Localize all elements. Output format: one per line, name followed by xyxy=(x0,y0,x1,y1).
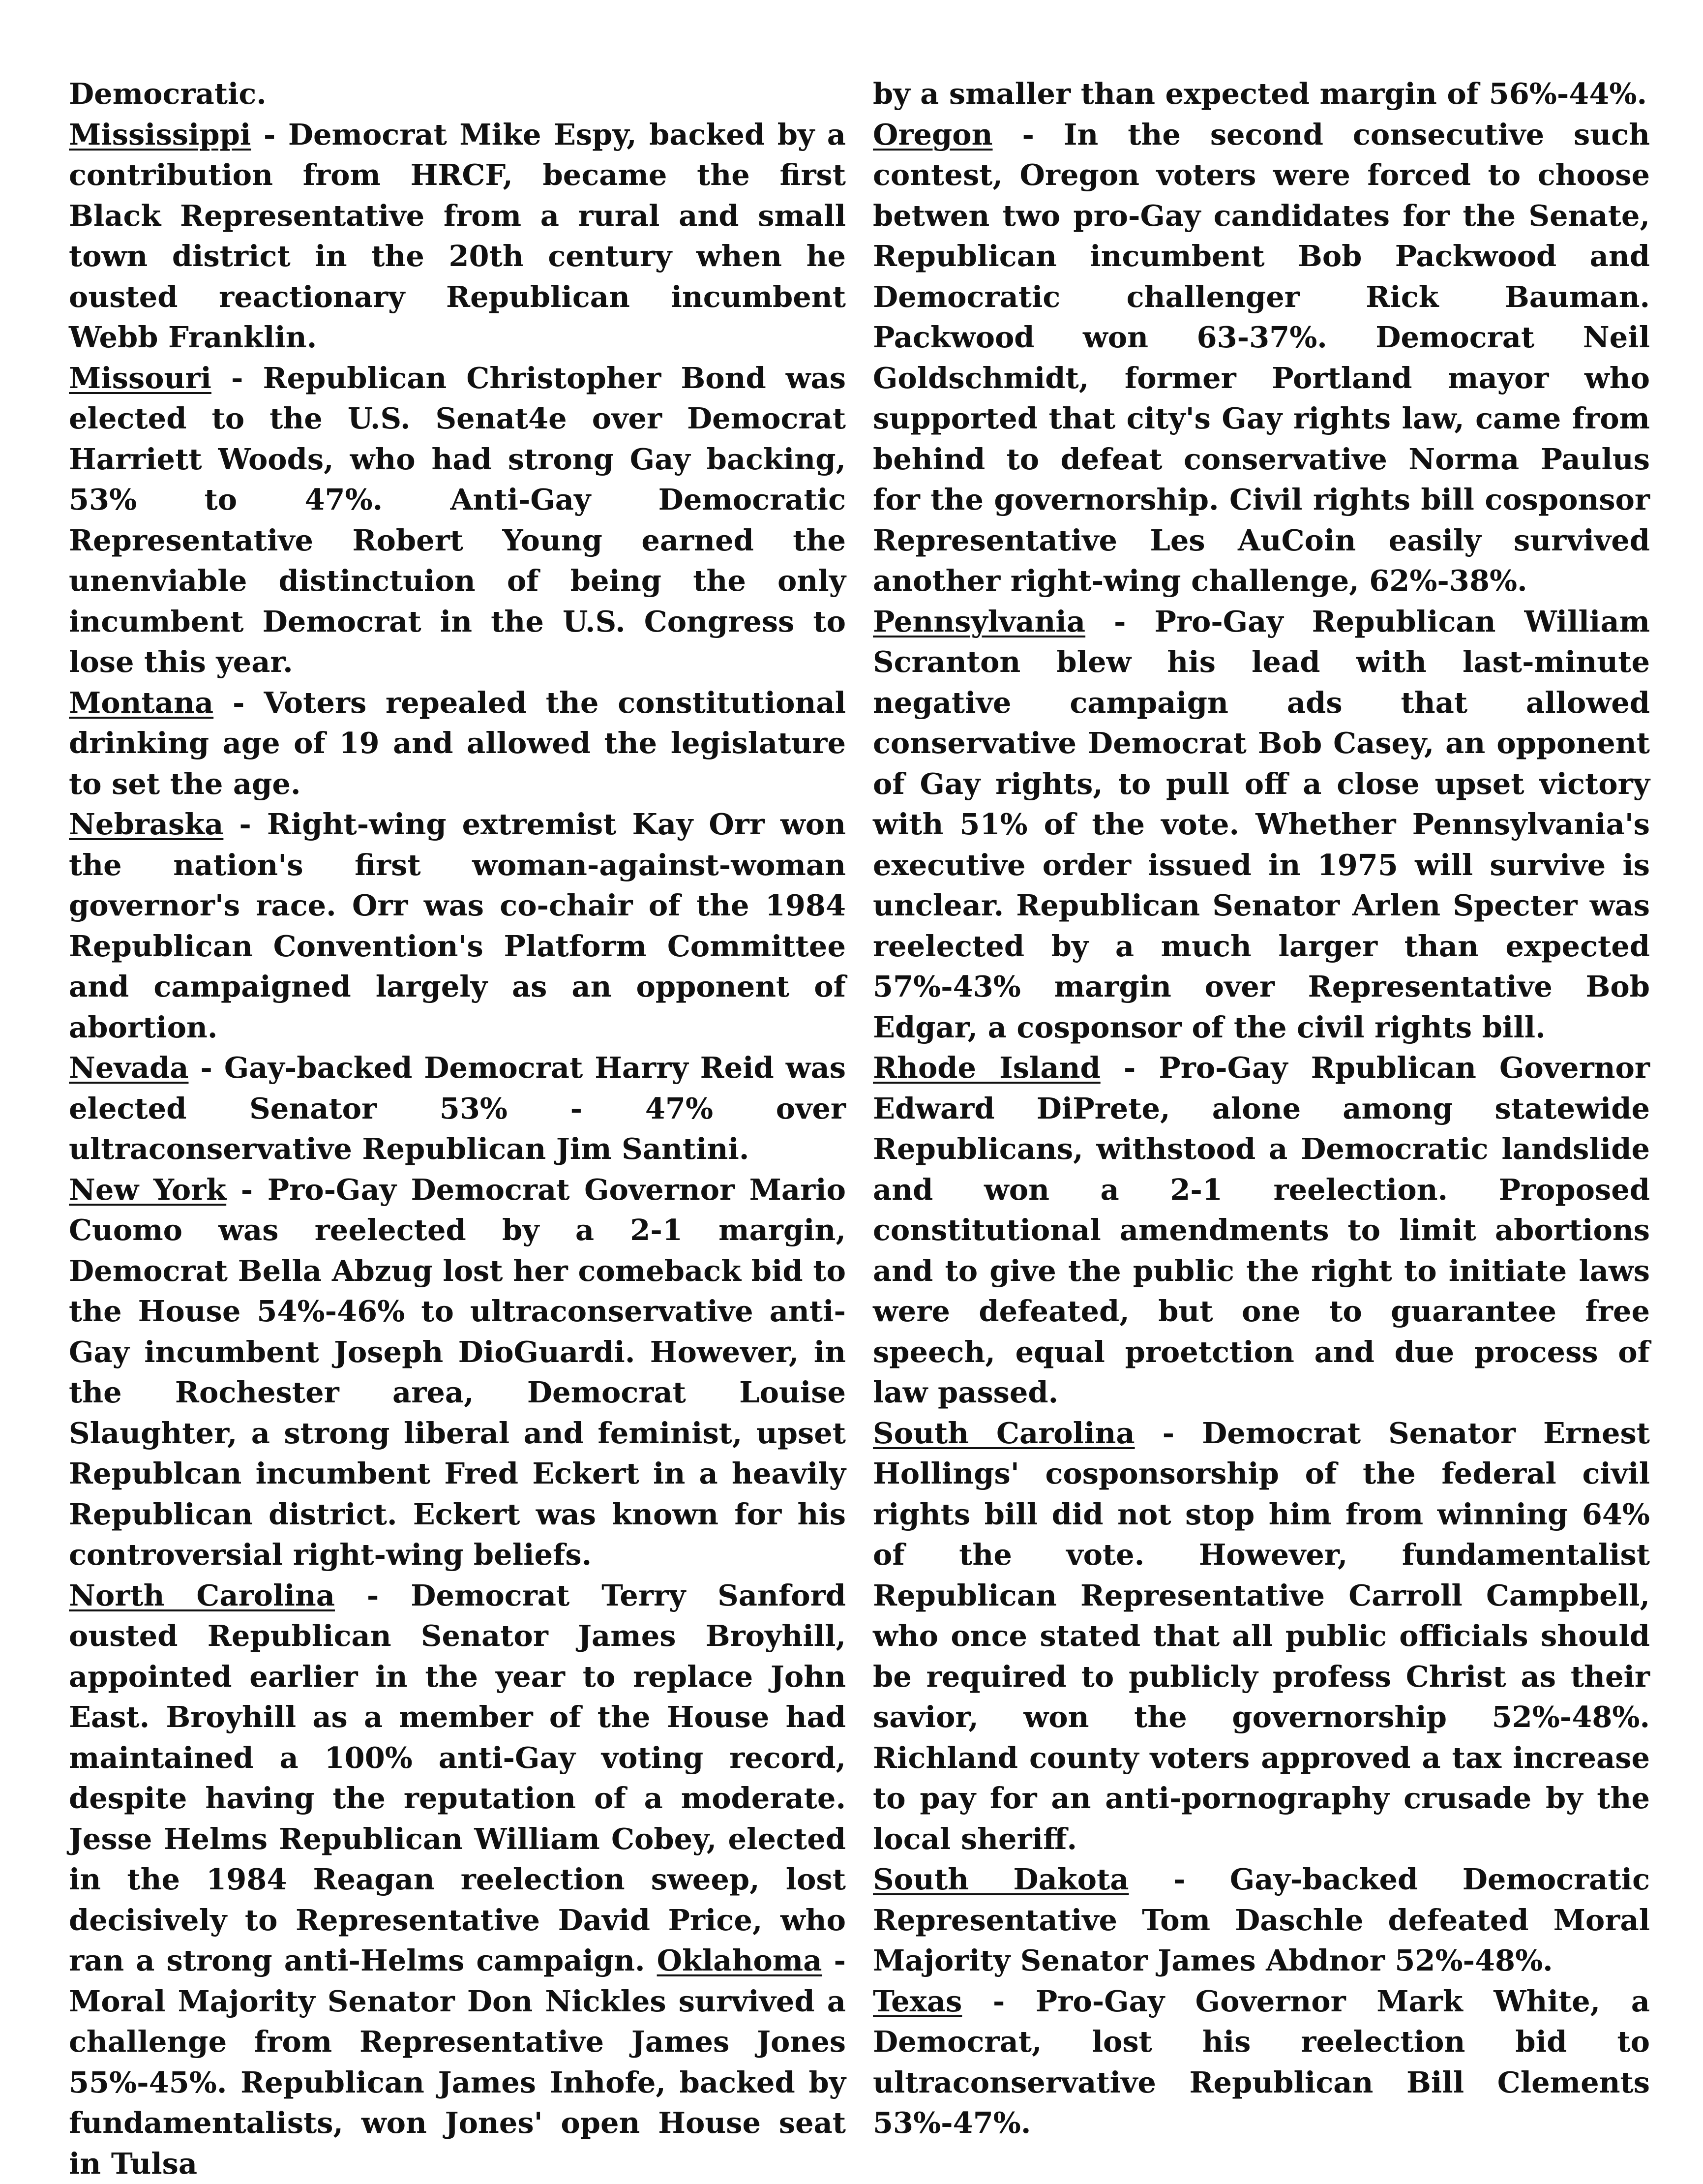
entry-text: - Pro-Gay Governor Mark White, a Democrat, lost his reelection bid to ultraconservative Republican Bill Clements 53%-47%. xyxy=(873,1984,1650,2140)
entry-text: - Pro-Gay Rpublican Governor Edward DiPrete, alone among statewide Republicans, withstood a Democratic landslide and won a 2-1 reelection. Proposed constitutional amendments to limit abortions and to give the public the right to initiate laws were defeated, but one to guarantee free speech, equal proetction and due process of law passed. xyxy=(873,1051,1650,1409)
state-heading-rhode-island: Rhode Island xyxy=(873,1051,1101,1085)
entry-rhode-island xyxy=(873,1048,1650,1413)
entry-text: - Democrat Senator Ernest Hollings' cosponsorship of the federal civil rights bill did not stop him from winning 64% of the vote. However, fundamentalist Republican Representative Carroll Campbell, who once stated that all public officials should be required to publicly profess Christ as their savior, won the governorship 52%-48%. Richland county voters approved a tax increase to pay for an anti-pornography crusade by the local sheriff. xyxy=(873,1416,1650,1856)
entry-nevada xyxy=(69,1048,846,1170)
entry-text: - Pro-Gay Republican William Scranton blew his lead with last-minute negative campaign ads that allowed conservative Democrat Bob Casey, an opponent of Gay rights, to pull off a close upset victory with 51% of the vote. Whether Pennsylvania's executive order issued in 1975 will survive is unclear. Republican Senator Arlen Specter was reelected by a much larger than expected 57%-43% margin over Representative Bob Edgar, a cosponsor of the civil rights bill. xyxy=(873,605,1650,1044)
entry-mississippi xyxy=(69,115,846,358)
entry-montana xyxy=(69,683,846,805)
entry-nebraska xyxy=(69,804,846,1048)
entry-text: - Moral Majority Senator Don Nickles survived a challenge from Representative James Jones 55%-45%. Republican James Inhofe, backed by fundamentalists, won Jones' open House seat in Tulsa xyxy=(69,1943,846,2181)
entry-south-dakota xyxy=(873,1859,1650,1981)
newsletter-page xyxy=(69,74,1650,2061)
state-heading-montana: Montana xyxy=(69,686,213,720)
state-heading-pennsylvania: Pennsylvania xyxy=(873,605,1085,638)
state-heading-north-carolina: North Carolina xyxy=(69,1578,335,1612)
entry-text: - Pro-Gay Democrat Governor Mario Cuomo was reelected by a 2-1 margin, Democrat Bella Abzug lost her comeback bid to the House 54%-46% to ultraconservative anti-Gay incumbent Joseph DioGuardi. However, in the Rochester area, Democrat Louise Slaughter, a strong liberal and feminist, upset Republcan incumbent Fred Eckert in a heavily Republican district. Eckert was known for his controversial right-wing beliefs. xyxy=(69,1173,846,1572)
state-heading-missouri: Missouri xyxy=(69,361,211,395)
state-heading-nebraska: Nebraska xyxy=(69,807,223,841)
entry-text: - Gay-backed Democratic Representative Tom Daschle defeated Moral Majority Senator James Abdnor 52%-48%. xyxy=(873,1862,1650,1977)
entry-texas xyxy=(873,1981,1650,2144)
state-heading-mississippi: Mississippi xyxy=(69,118,251,152)
state-heading-new-york: New York xyxy=(69,1173,226,1207)
entry-text: - Gay-backed Democrat Harry Reid was elected Senator 53% - 47% over ultraconservative Republican Jim Santini. xyxy=(69,1051,846,1166)
entry-south-carolina xyxy=(873,1413,1650,1860)
entry-text: - Democrat Terry Sanford ousted Republican Senator James Broyhill, appointed earlier in the year to replace John East. Broyhill as a member of the House had maintained a 100% anti-Gay voting record, despite having the reputation of a moderate. Jesse Helms Republican William Cobey, elected in the 1984 Reagan reelection sweep, lost decisively to Representative David Price, who ran a strong anti-Helms campaign. xyxy=(69,1578,846,1978)
continued-text: by a smaller than expected margin of 56%-44%. xyxy=(873,74,1650,115)
entry-new-york xyxy=(69,1170,846,1576)
right-column xyxy=(873,74,1650,2061)
entry-text: - Democrat Mike Espy, backed by a contribution from HRCF, became the first Black Representative from a rural and small town district in the 20th century when he ousted reactionary Republican incumbent Webb Franklin. xyxy=(69,118,846,355)
state-heading-oklahoma: Oklahoma xyxy=(657,1943,822,1977)
entry-pennsylvania xyxy=(873,602,1650,1048)
entry-text: - Republican Christopher Bond was elected to the U.S. Senat4e over Democrat Harriett Woods, who had strong Gay backing, 53% to 47%. Anti-Gay Democratic Representative Robert Young earned the unenviable distinctuion of being the only incumbent Democrat in the U.S. Congress to lose this year. xyxy=(69,361,846,679)
entry-text: - In the second consecutive such contest, Oregon voters were forced to choose betwen two pro-Gay candidates for the Senate, Republican incumbent Bob Packwood and Democratic challenger Rick Bauman. Packwood won 63-37%. Democrat Neil Goldschmidt, former Portland mayor who supported that city's Gay rights law, came from behind to defeat conservative Norma Paulus for the governorship. Civil rights bill cosponsor Representative Les AuCoin easily survived another right-wing challenge, 62%-38%. xyxy=(873,118,1650,598)
entry-missouri xyxy=(69,358,846,683)
entry-oregon xyxy=(873,115,1650,602)
entry-text: - Right-wing extremist Kay Orr won the nation's first woman-against-woman governor's race. Orr was co-chair of the 1984 Republican Convention's Platform Committee and campaigned largely as an opponent of abortion. xyxy=(69,807,846,1044)
state-heading-south-dakota: South Dakota xyxy=(873,1862,1129,1896)
entry-text: - Voters repealed the constitutional drinking age of 19 and allowed the legislature to set the age. xyxy=(69,686,846,801)
left-column xyxy=(69,74,846,2061)
state-heading-south-carolina: South Carolina xyxy=(873,1416,1135,1450)
state-heading-nevada: Nevada xyxy=(69,1051,188,1085)
state-heading-texas: Texas xyxy=(873,1984,962,2018)
entry-north-carolina xyxy=(69,1576,846,2184)
continued-text: Democratic. xyxy=(69,74,846,115)
state-heading-oregon: Oregon xyxy=(873,118,993,152)
